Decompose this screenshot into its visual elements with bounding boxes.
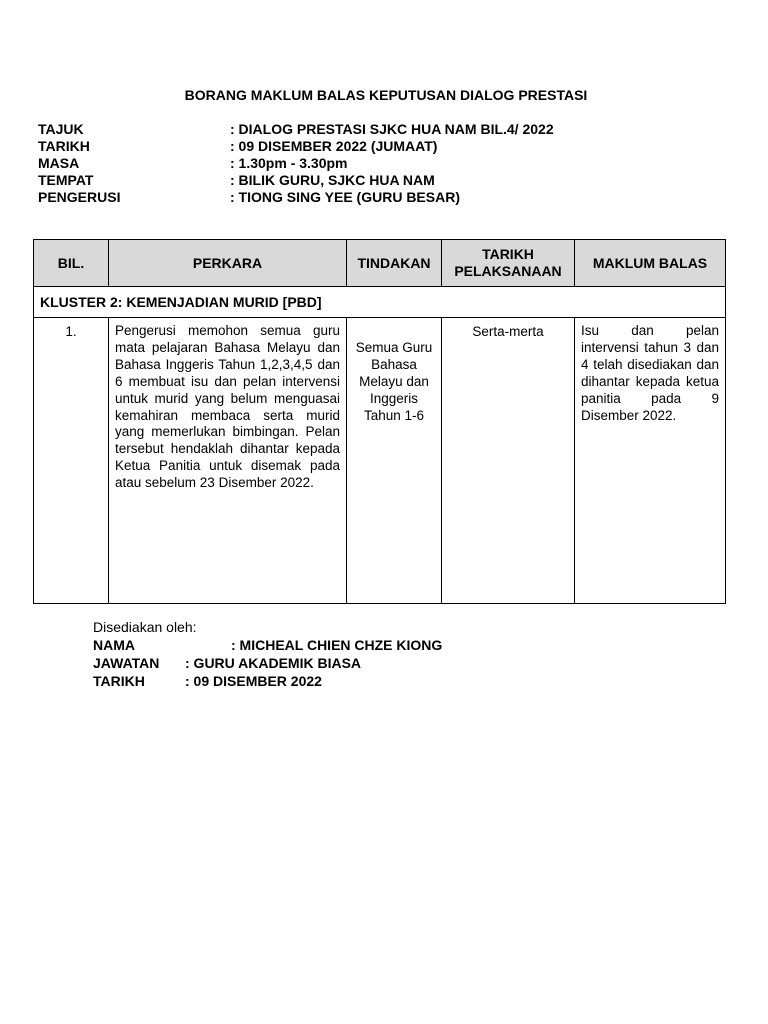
- header-bil: BIL.: [34, 240, 109, 287]
- cell-maklum-balas: Isu dan pelan intervensi tahun 3 dan 4 telah disediakan dan dihantar kepada ketua panitia pada 9 Disember 2022.: [575, 318, 726, 604]
- meta-value: : BILIK GURU, SJKC HUA NAM: [230, 172, 435, 188]
- form-title: BORANG MAKLUM BALAS KEPUTUSAN DIALOG PRESTASI: [184, 87, 588, 103]
- cell-tarikh-pelaksanaan: Serta-merta: [442, 318, 575, 604]
- jawatan-value: : GURU AKADEMIK BIASA: [185, 655, 362, 671]
- meta-value: : 1.30pm - 3.30pm: [230, 155, 348, 171]
- header-perkara: PERKARA: [109, 240, 347, 287]
- meta-value: : TIONG SING YEE (GURU BESAR): [230, 189, 460, 205]
- meta-label: MASA: [38, 155, 80, 171]
- cluster-row: [34, 287, 726, 318]
- meta-label: TEMPAT: [38, 172, 94, 188]
- table-header-row: [34, 240, 726, 287]
- header-tarikh-pelaksanaan: TARIKH PELAKSANAAN: [442, 240, 575, 287]
- cell-bil: 1.: [34, 318, 109, 604]
- meta-row-tempat: [38, 172, 554, 189]
- meta-row-tarikh: [38, 138, 554, 155]
- prepared-jawatan-row: [93, 654, 442, 672]
- meta-value: : DIALOG PRESTASI SJKC HUA NAM BIL.4/ 2022: [230, 121, 554, 137]
- meta-label: TARIKH: [38, 138, 90, 154]
- meta-label: TAJUK: [38, 121, 84, 137]
- feedback-table: [33, 239, 726, 604]
- meta-row-masa: [38, 155, 554, 172]
- prepared-by-label: Disediakan oleh:: [93, 619, 197, 635]
- meta-row-tajuk: [38, 121, 554, 138]
- tarikh-label: TARIKH: [93, 673, 145, 689]
- prepared-tarikh-row: [93, 672, 442, 690]
- nama-value: : MICHEAL CHIEN CHZE KIONG: [231, 637, 443, 653]
- tarikh-value: : 09 DISEMBER 2022: [185, 673, 322, 689]
- meeting-details: [38, 121, 554, 206]
- table-row: [34, 318, 726, 604]
- meta-label: PENGERUSI: [38, 189, 121, 205]
- nama-label: NAMA: [93, 637, 135, 653]
- cell-tindakan: Semua Guru Bahasa Melayu dan Inggeris Tahun 1-6: [347, 318, 442, 604]
- jawatan-label: JAWATAN: [93, 655, 160, 671]
- prepared-by-section: [93, 618, 442, 690]
- header-maklum-balas: MAKLUM BALAS: [575, 240, 726, 287]
- meta-value: : 09 DISEMBER 2022 (JUMAAT): [230, 138, 438, 154]
- cluster-heading: KLUSTER 2: KEMENJADIAN MURID [PBD]: [34, 287, 726, 318]
- meta-row-pengerusi: [38, 189, 554, 206]
- cell-perkara: Pengerusi memohon semua guru mata pelajaran Bahasa Melayu dan Bahasa Inggeris Tahun 1,2,3,4,5 dan 6 membuat isu dan pelan intervensi untuk murid yang belum menguasai kemahiran membaca serta murid yang memerlukan bimbingan. Pelan tersebut hendaklah dihantar kepada Ketua Panitia untuk disemak pada atau sebelum 23 Disember 2022.: [109, 318, 347, 604]
- header-tindakan: TINDAKAN: [347, 240, 442, 287]
- prepared-nama-row: [93, 636, 442, 654]
